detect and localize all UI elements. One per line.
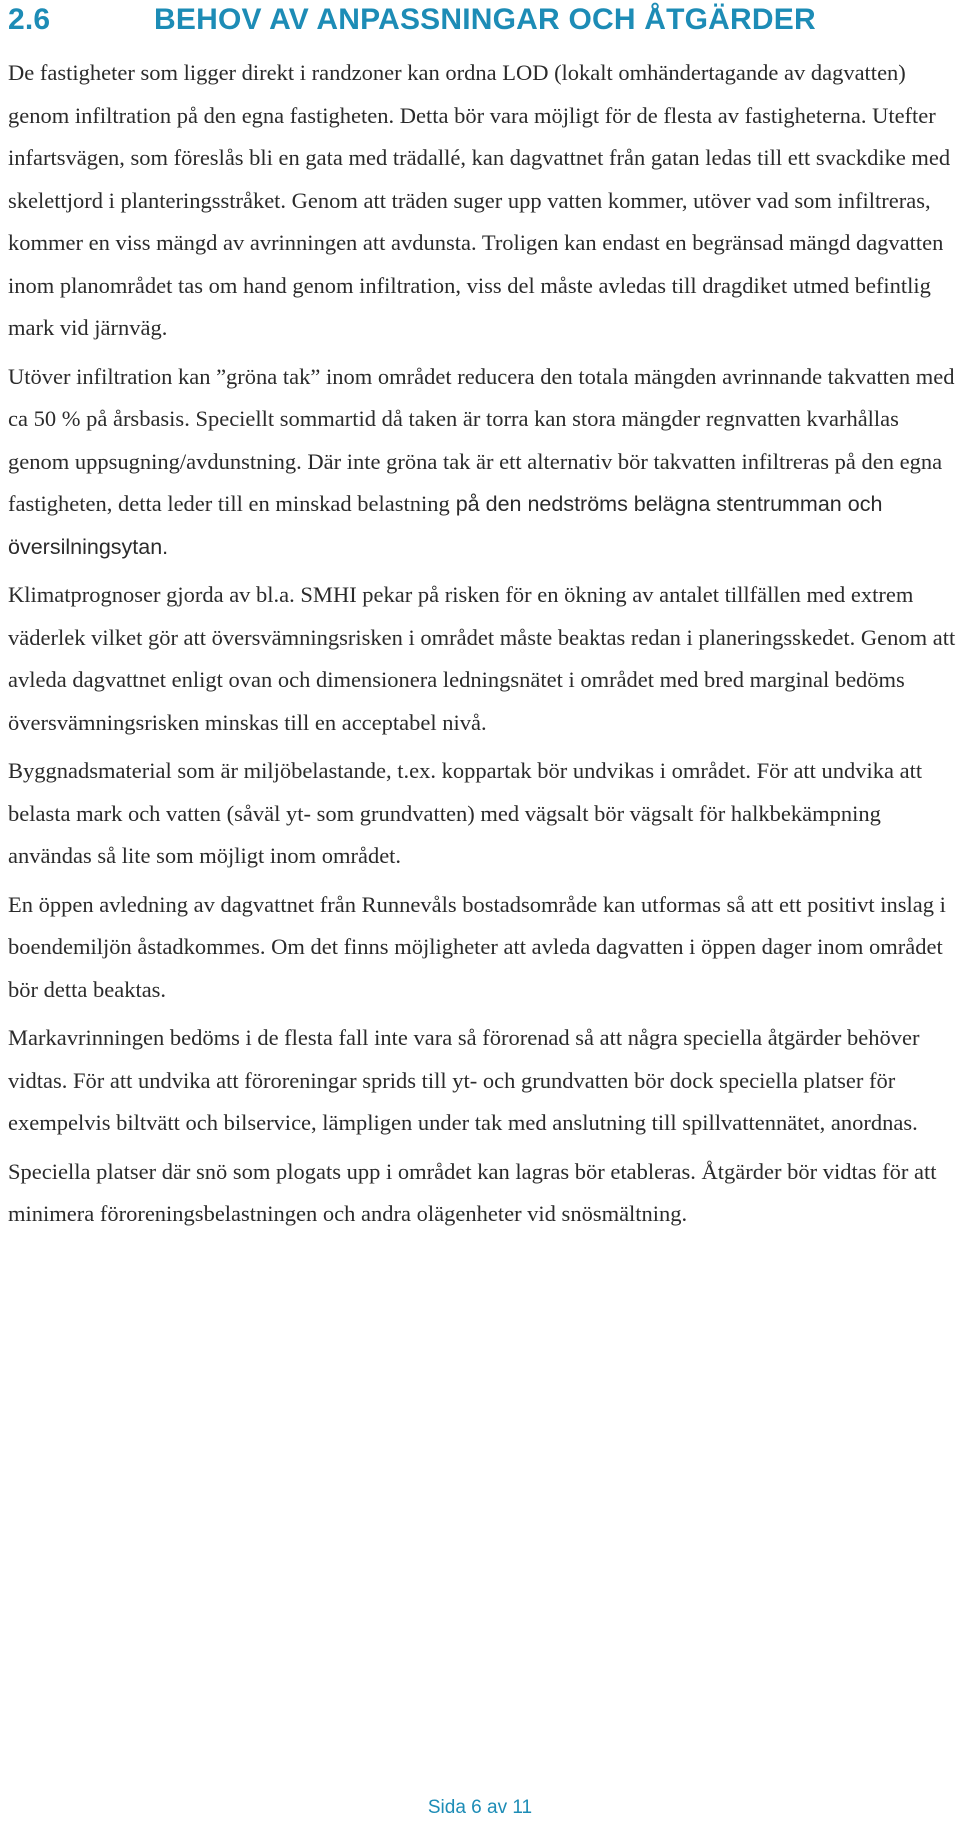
paragraph-grona-tak-tail: på den nedströms belägna stentrumman och översilningsytan. bbox=[8, 492, 883, 559]
paragraph-byggnadsmaterial: Byggnadsmaterial som är miljöbelastande, t.ex. koppartak bör undvikas i området. För att undvika att belasta mark och vatten (såväl yt- som grundvatten) med vägsalt bör vägsalt för halkbekämpning användas så lite som möjligt inom området. bbox=[8, 758, 923, 868]
paragraph-klimat: Klimatprognoser gjorda av bl.a. SMHI pekar på risken för en ökning av antalet tillfällen med extrem väderlek vilket gör att översvämningsrisken i området måste beaktas redan i planeringsskedet. Genom att avleda dagvattnet enligt ovan och dimensionera ledningsnätet i området med bred marginal bedöms översvämningsrisken minskas till en acceptabel nivå. bbox=[8, 582, 956, 735]
section-title: BEHOV AV ANPASSNINGAR OCH ÅTGÄRDER bbox=[154, 3, 816, 36]
paragraph-sno: Speciella platser där snö som plogats upp i området kan lagras bör etableras. Åtgärder bör vidtas för att minimera föroreningsbelastningen och andra olägenheter vid snösmältning. bbox=[8, 1158, 937, 1226]
section-heading bbox=[8, 2, 816, 38]
paragraph-markavrinning: Markavrinningen bedöms i de flesta fall inte vara så förorenad så att några speciella åtgärder behöver vidtas. För att undvika att föroreningar sprids till yt- och grundvatten bör dock speciella platser för exempelvis biltvätt och bilservice, lämpligen under tak med anslutning till spillvattennätet, anordnas. bbox=[8, 1025, 920, 1135]
page-footer bbox=[0, 1797, 960, 1819]
section-number: 2.6 bbox=[8, 3, 51, 36]
paragraph-grona-tak-text: Utöver infiltration kan ”gröna tak” inom området reducera den totala mängden avrinnande takvatten med ca 50 % på årsbasis. Speciellt sommartid då taken är torra kan stora mängder regnvatten kvarhållas genom uppsugning/avdunstning. Där inte gröna tak är ett alternativ bör takvatten infiltreras på den egna fastigheten, detta leder till en minskad belastning bbox=[8, 363, 955, 516]
paragraph-lod: De fastigheter som ligger direkt i randzoner kan ordna LOD (lokalt omhändertagande av dagvatten) genom infiltration på den egna fastigheten. Detta bör vara möjligt för de flesta av fastigheterna. Utefter infartsvägen, som föreslås bli en gata med trädallé, kan dagvattnet från gatan ledas till ett svackdike med skelettjord i planteringsstråket. Genom att träden suger upp vatten kommer, utöver vad som infiltreras, kommer en viss mängd av avrinningen att avdunsta. Troligen kan endast en begränsad mängd dagvatten inom planområdet tas om hand genom infiltration, viss del måste avledas till dragdiket utmed befintlig mark vid järnväg. bbox=[8, 60, 951, 340]
paragraph-grona-tak bbox=[8, 356, 958, 569]
paragraph-oppen-avledning: En öppen avledning av dagvattnet från Runnevåls bostadsområde kan utformas så att ett positivt inslag i boendemiljön åstadkommes. Om det finns möjligheter att avleda dagvatten i öppen dager inom området bör detta beaktas. bbox=[8, 891, 946, 1002]
body-text bbox=[8, 52, 958, 1242]
page-number: Sida 6 av 11 bbox=[427, 1797, 533, 1818]
